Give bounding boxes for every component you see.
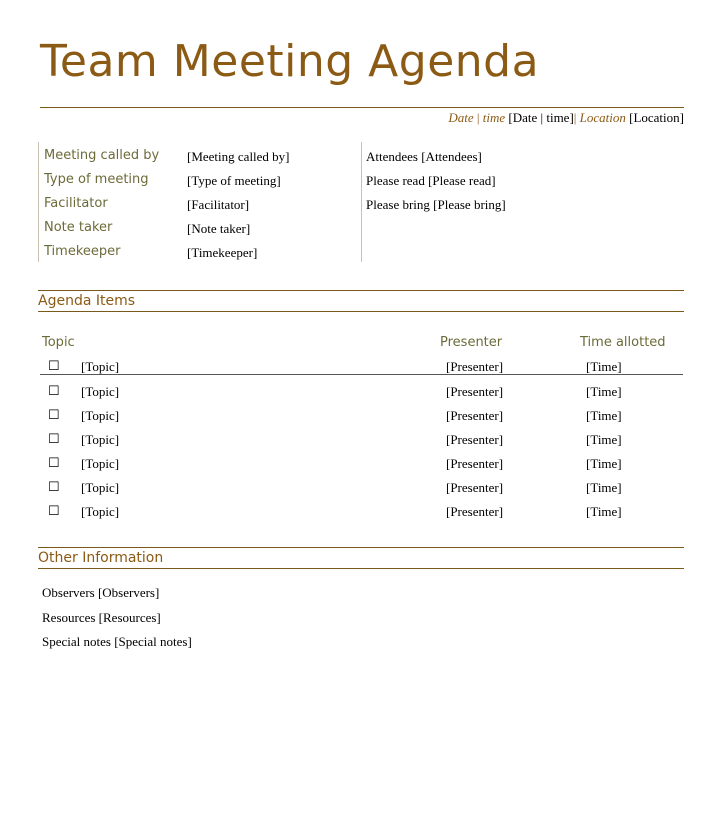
- detail-label: Note taker: [44, 220, 113, 235]
- special-notes-line[interactable]: Special notes [Special notes]: [42, 634, 192, 649]
- topic-cell[interactable]: [Topic]: [81, 408, 120, 423]
- topic-cell[interactable]: [Topic]: [81, 359, 120, 374]
- time-cell[interactable]: [Time]: [586, 384, 622, 399]
- time-cell[interactable]: [Time]: [586, 456, 622, 471]
- resources-line[interactable]: Resources [Resources]: [42, 610, 161, 625]
- topic-cell[interactable]: [Topic]: [81, 504, 120, 519]
- detail-value[interactable]: [Type of meeting]: [187, 173, 281, 188]
- checkbox-icon[interactable]: ☐: [48, 455, 60, 470]
- time-column-header: Time allotted: [580, 335, 666, 350]
- detail-value[interactable]: [Facilitator]: [187, 197, 250, 212]
- agenda-section-header: [38, 290, 684, 312]
- detail-label: Meeting called by: [44, 148, 160, 163]
- agenda-row: [40, 455, 684, 477]
- date-time-value[interactable]: [Date | time]: [508, 110, 574, 125]
- topic-cell[interactable]: [Topic]: [81, 480, 120, 495]
- date-location-line: [448, 110, 684, 126]
- location-label: Location: [579, 110, 626, 125]
- presenter-cell[interactable]: [Presenter]: [446, 456, 504, 471]
- other-info-heading: Other Information: [38, 550, 164, 566]
- agenda-heading: Agenda Items: [38, 293, 136, 309]
- row-divider: [40, 374, 683, 375]
- time-cell[interactable]: [Time]: [586, 359, 622, 374]
- time-cell[interactable]: [Time]: [586, 408, 622, 423]
- please-bring-line[interactable]: Please bring [Please bring]: [366, 197, 506, 212]
- meeting-details: [38, 142, 362, 262]
- topic-cell[interactable]: [Topic]: [81, 432, 120, 447]
- checkbox-icon[interactable]: ☐: [48, 407, 60, 422]
- checkbox-icon[interactable]: ☐: [48, 431, 60, 446]
- agenda-row: [40, 383, 684, 405]
- page-title: Team Meeting Agenda: [40, 36, 540, 87]
- agenda-row: [40, 358, 684, 380]
- presenter-cell[interactable]: [Presenter]: [446, 432, 504, 447]
- checkbox-icon[interactable]: ☐: [48, 358, 60, 373]
- detail-value[interactable]: [Timekeeper]: [187, 245, 258, 260]
- time-label: time: [482, 110, 506, 125]
- topic-cell[interactable]: [Topic]: [81, 384, 120, 399]
- location-separator: |: [573, 110, 577, 125]
- detail-label: Type of meeting: [44, 172, 149, 187]
- title-rule: [40, 107, 684, 108]
- agenda-row: [40, 407, 684, 429]
- detail-label: Timekeeper: [44, 244, 121, 259]
- date-separator: |: [476, 110, 480, 125]
- detail-value[interactable]: [Note taker]: [187, 221, 251, 236]
- agenda-row: [40, 479, 684, 501]
- time-cell[interactable]: [Time]: [586, 432, 622, 447]
- time-cell[interactable]: [Time]: [586, 480, 622, 495]
- location-value[interactable]: [Location]: [629, 110, 684, 125]
- checkbox-icon[interactable]: ☐: [48, 503, 60, 518]
- agenda-row: [40, 503, 684, 525]
- presenter-cell[interactable]: [Presenter]: [446, 480, 504, 495]
- checkbox-icon[interactable]: ☐: [48, 479, 60, 494]
- presenter-cell[interactable]: [Presenter]: [446, 384, 504, 399]
- agenda-row: [40, 431, 684, 453]
- observers-line[interactable]: Observers [Observers]: [42, 585, 160, 600]
- checkbox-icon[interactable]: ☐: [48, 383, 60, 398]
- presenter-cell[interactable]: [Presenter]: [446, 359, 504, 374]
- detail-value[interactable]: [Meeting called by]: [187, 149, 290, 164]
- please-read-line[interactable]: Please read [Please read]: [366, 173, 496, 188]
- detail-label: Facilitator: [44, 196, 108, 211]
- topic-column-header: Topic: [42, 335, 75, 350]
- other-info-section-header: [38, 547, 684, 569]
- topic-cell[interactable]: [Topic]: [81, 456, 120, 471]
- attendees-line[interactable]: Attendees [Attendees]: [366, 149, 482, 164]
- presenter-cell[interactable]: [Presenter]: [446, 408, 504, 423]
- date-label: Date: [448, 110, 474, 125]
- presenter-cell[interactable]: [Presenter]: [446, 504, 504, 519]
- time-cell[interactable]: [Time]: [586, 504, 622, 519]
- presenter-column-header: Presenter: [440, 335, 503, 350]
